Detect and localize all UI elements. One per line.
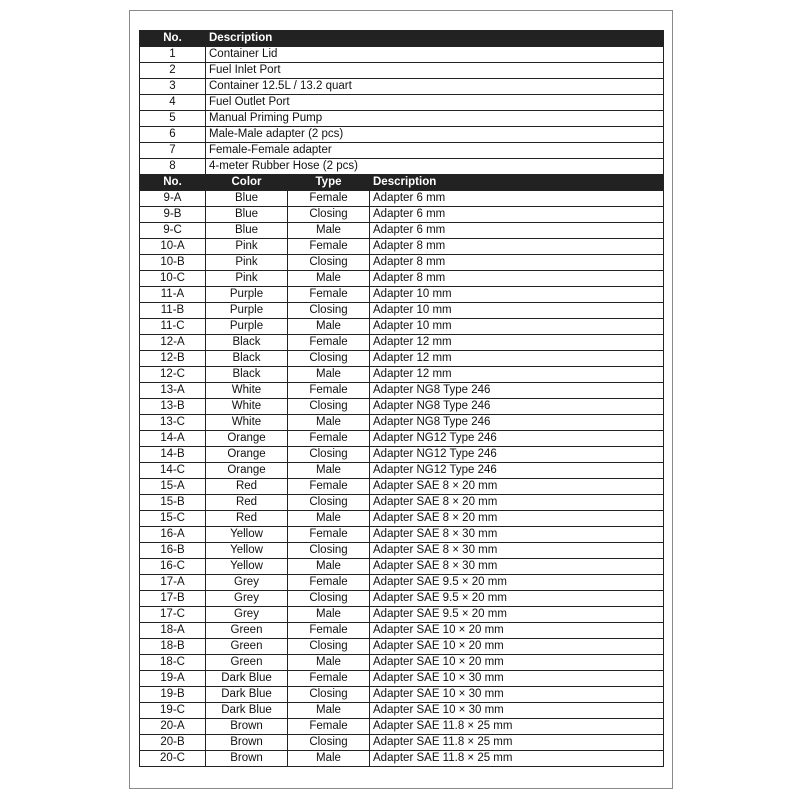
cell-color: Dark Blue [206, 703, 288, 719]
cell-no: 10-C [140, 271, 206, 287]
cell-no: 18-B [140, 639, 206, 655]
cell-type: Closing [288, 303, 370, 319]
table-row [140, 591, 664, 607]
cell-no: 17-A [140, 575, 206, 591]
cell-color: Purple [206, 319, 288, 335]
cell-color: Yellow [206, 543, 288, 559]
table-row [140, 543, 664, 559]
cell-description: Adapter 12 mm [370, 335, 664, 351]
table-row [140, 159, 664, 175]
cell-type: Male [288, 463, 370, 479]
table-row [140, 447, 664, 463]
cell-no: 20-A [140, 719, 206, 735]
cell-description: Adapter NG8 Type 246 [370, 383, 664, 399]
cell-description: Adapter 10 mm [370, 303, 664, 319]
cell-color: Brown [206, 751, 288, 767]
table-row [140, 431, 664, 447]
cell-type: Male [288, 223, 370, 239]
cell-description: Adapter SAE 8 × 30 mm [370, 527, 664, 543]
cell-color: Green [206, 623, 288, 639]
cell-type: Male [288, 319, 370, 335]
cell-no: 9-C [140, 223, 206, 239]
cell-color: Purple [206, 303, 288, 319]
adapter-table [139, 174, 664, 767]
table-row [140, 719, 664, 735]
cell-description: Adapter NG8 Type 246 [370, 399, 664, 415]
cell-color: Black [206, 351, 288, 367]
cell-color: Orange [206, 463, 288, 479]
cell-description: Adapter SAE 8 × 20 mm [370, 495, 664, 511]
table-row [140, 559, 664, 575]
table-row [140, 271, 664, 287]
cell-no: 15-C [140, 511, 206, 527]
cell-description: Adapter 12 mm [370, 351, 664, 367]
cell-description: Adapter 6 mm [370, 223, 664, 239]
header-description: Description [370, 175, 664, 191]
cell-color: Blue [206, 191, 288, 207]
header-no: No. [140, 31, 206, 47]
cell-no: 19-B [140, 687, 206, 703]
cell-type: Closing [288, 591, 370, 607]
cell-color: Black [206, 335, 288, 351]
cell-type: Male [288, 607, 370, 623]
cell-description: Adapter 8 mm [370, 271, 664, 287]
cell-description: Adapter 6 mm [370, 191, 664, 207]
table-row [140, 399, 664, 415]
table-row [140, 63, 664, 79]
cell-description: Female-Female adapter [206, 143, 664, 159]
table-row [140, 207, 664, 223]
cell-description: Adapter SAE 9.5 × 20 mm [370, 591, 664, 607]
cell-type: Closing [288, 639, 370, 655]
adapter-table-header [140, 175, 664, 191]
cell-description: Container Lid [206, 47, 664, 63]
cell-no: 9-A [140, 191, 206, 207]
cell-no: 12-C [140, 367, 206, 383]
cell-color: Pink [206, 271, 288, 287]
cell-type: Closing [288, 447, 370, 463]
cell-no: 15-B [140, 495, 206, 511]
table-row [140, 111, 664, 127]
cell-color: Brown [206, 735, 288, 751]
cell-description: Adapter SAE 11.8 × 25 mm [370, 719, 664, 735]
adapter-table-body [140, 191, 664, 767]
cell-no: 10-B [140, 255, 206, 271]
cell-no: 16-B [140, 543, 206, 559]
table-row [140, 319, 664, 335]
table-row [140, 191, 664, 207]
cell-description: Adapter NG8 Type 246 [370, 415, 664, 431]
table-row [140, 495, 664, 511]
table-row [140, 463, 664, 479]
cell-type: Male [288, 655, 370, 671]
cell-color: Red [206, 479, 288, 495]
cell-type: Female [288, 671, 370, 687]
cell-description: Adapter SAE 10 × 30 mm [370, 671, 664, 687]
header-no: No. [140, 175, 206, 191]
cell-no: 19-A [140, 671, 206, 687]
table-row [140, 639, 664, 655]
cell-no: 3 [140, 79, 206, 95]
cell-type: Female [288, 239, 370, 255]
cell-description: Adapter 12 mm [370, 367, 664, 383]
cell-description: Adapter SAE 10 × 30 mm [370, 687, 664, 703]
cell-description: Adapter SAE 9.5 × 20 mm [370, 575, 664, 591]
header-description: Description [206, 31, 664, 47]
cell-type: Closing [288, 255, 370, 271]
cell-no: 13-B [140, 399, 206, 415]
cell-type: Closing [288, 495, 370, 511]
cell-type: Male [288, 271, 370, 287]
parts-table [139, 30, 664, 175]
cell-type: Female [288, 623, 370, 639]
table-row [140, 287, 664, 303]
table-row [140, 415, 664, 431]
cell-no: 11-B [140, 303, 206, 319]
cell-description: Adapter SAE 8 × 20 mm [370, 479, 664, 495]
cell-color: Purple [206, 287, 288, 303]
cell-description: Adapter NG12 Type 246 [370, 431, 664, 447]
cell-description: Male-Male adapter (2 pcs) [206, 127, 664, 143]
table-row [140, 223, 664, 239]
cell-no: 16-A [140, 527, 206, 543]
parts-table-body [140, 47, 664, 175]
table-row [140, 687, 664, 703]
cell-description: Adapter SAE 10 × 20 mm [370, 639, 664, 655]
cell-description: Adapter NG12 Type 246 [370, 463, 664, 479]
table-row [140, 239, 664, 255]
cell-type: Female [288, 527, 370, 543]
cell-no: 20-C [140, 751, 206, 767]
cell-color: Green [206, 639, 288, 655]
cell-no: 4 [140, 95, 206, 111]
cell-type: Female [288, 383, 370, 399]
cell-description: Adapter SAE 10 × 20 mm [370, 655, 664, 671]
cell-description: Adapter SAE 9.5 × 20 mm [370, 607, 664, 623]
cell-no: 13-C [140, 415, 206, 431]
cell-no: 13-A [140, 383, 206, 399]
cell-type: Closing [288, 543, 370, 559]
cell-description: Adapter 8 mm [370, 239, 664, 255]
cell-type: Closing [288, 351, 370, 367]
cell-color: Red [206, 511, 288, 527]
table-row [140, 623, 664, 639]
header-type: Type [288, 175, 370, 191]
cell-no: 9-B [140, 207, 206, 223]
table-row [140, 703, 664, 719]
cell-no: 12-A [140, 335, 206, 351]
cell-color: Brown [206, 719, 288, 735]
cell-type: Male [288, 415, 370, 431]
cell-type: Female [288, 479, 370, 495]
cell-no: 14-A [140, 431, 206, 447]
cell-type: Closing [288, 207, 370, 223]
cell-color: Dark Blue [206, 687, 288, 703]
cell-description: Fuel Outlet Port [206, 95, 664, 111]
table-row [140, 655, 664, 671]
table-row [140, 751, 664, 767]
cell-no: 20-B [140, 735, 206, 751]
table-row [140, 527, 664, 543]
cell-no: 14-B [140, 447, 206, 463]
cell-no: 2 [140, 63, 206, 79]
cell-color: Grey [206, 591, 288, 607]
cell-description: Adapter 6 mm [370, 207, 664, 223]
cell-description: Adapter 10 mm [370, 319, 664, 335]
cell-no: 17-C [140, 607, 206, 623]
cell-description: Adapter SAE 10 × 20 mm [370, 623, 664, 639]
cell-type: Female [288, 287, 370, 303]
table-row [140, 95, 664, 111]
cell-color: White [206, 399, 288, 415]
cell-color: White [206, 383, 288, 399]
table-row [140, 47, 664, 63]
cell-no: 15-A [140, 479, 206, 495]
cell-no: 18-A [140, 623, 206, 639]
table-row [140, 575, 664, 591]
cell-type: Closing [288, 735, 370, 751]
cell-no: 16-C [140, 559, 206, 575]
cell-description: Adapter SAE 8 × 30 mm [370, 543, 664, 559]
cell-type: Female [288, 335, 370, 351]
cell-description: Adapter 8 mm [370, 255, 664, 271]
cell-no: 7 [140, 143, 206, 159]
cell-no: 11-C [140, 319, 206, 335]
table-row [140, 479, 664, 495]
cell-color: Grey [206, 575, 288, 591]
cell-description: Manual Priming Pump [206, 111, 664, 127]
cell-description: Adapter SAE 8 × 20 mm [370, 511, 664, 527]
cell-description: Fuel Inlet Port [206, 63, 664, 79]
cell-color: Orange [206, 431, 288, 447]
table-row [140, 607, 664, 623]
cell-color: Yellow [206, 527, 288, 543]
cell-color: Pink [206, 239, 288, 255]
cell-description: Adapter SAE 8 × 30 mm [370, 559, 664, 575]
cell-color: Black [206, 367, 288, 383]
cell-no: 19-C [140, 703, 206, 719]
cell-no: 5 [140, 111, 206, 127]
cell-color: Blue [206, 207, 288, 223]
cell-type: Male [288, 367, 370, 383]
cell-type: Closing [288, 687, 370, 703]
cell-color: White [206, 415, 288, 431]
table-row [140, 735, 664, 751]
cell-type: Female [288, 191, 370, 207]
cell-type: Female [288, 719, 370, 735]
cell-no: 10-A [140, 239, 206, 255]
cell-no: 6 [140, 127, 206, 143]
cell-no: 18-C [140, 655, 206, 671]
table-row [140, 383, 664, 399]
cell-type: Female [288, 431, 370, 447]
cell-description: Adapter NG12 Type 246 [370, 447, 664, 463]
table-row [140, 255, 664, 271]
table-row [140, 127, 664, 143]
cell-no: 8 [140, 159, 206, 175]
cell-color: Orange [206, 447, 288, 463]
cell-type: Closing [288, 399, 370, 415]
cell-description: Adapter SAE 11.8 × 25 mm [370, 751, 664, 767]
table-row [140, 79, 664, 95]
table-row [140, 351, 664, 367]
cell-color: Red [206, 495, 288, 511]
cell-type: Male [288, 751, 370, 767]
table-row [140, 367, 664, 383]
cell-description: 4-meter Rubber Hose (2 pcs) [206, 159, 664, 175]
cell-no: 12-B [140, 351, 206, 367]
cell-color: Blue [206, 223, 288, 239]
parts-table-header [140, 31, 664, 47]
cell-no: 11-A [140, 287, 206, 303]
cell-type: Male [288, 511, 370, 527]
table-row [140, 511, 664, 527]
cell-color: Dark Blue [206, 671, 288, 687]
cell-no: 14-C [140, 463, 206, 479]
cell-type: Female [288, 575, 370, 591]
table-row [140, 335, 664, 351]
cell-color: Green [206, 655, 288, 671]
table-row [140, 303, 664, 319]
cell-type: Male [288, 703, 370, 719]
cell-description: Adapter SAE 11.8 × 25 mm [370, 735, 664, 751]
cell-color: Yellow [206, 559, 288, 575]
header-color: Color [206, 175, 288, 191]
table-row [140, 671, 664, 687]
table-row [140, 143, 664, 159]
cell-type: Male [288, 559, 370, 575]
cell-description: Adapter 10 mm [370, 287, 664, 303]
cell-color: Pink [206, 255, 288, 271]
cell-no: 1 [140, 47, 206, 63]
cell-description: Adapter SAE 10 × 30 mm [370, 703, 664, 719]
cell-description: Container 12.5L / 13.2 quart [206, 79, 664, 95]
cell-no: 17-B [140, 591, 206, 607]
cell-color: Grey [206, 607, 288, 623]
